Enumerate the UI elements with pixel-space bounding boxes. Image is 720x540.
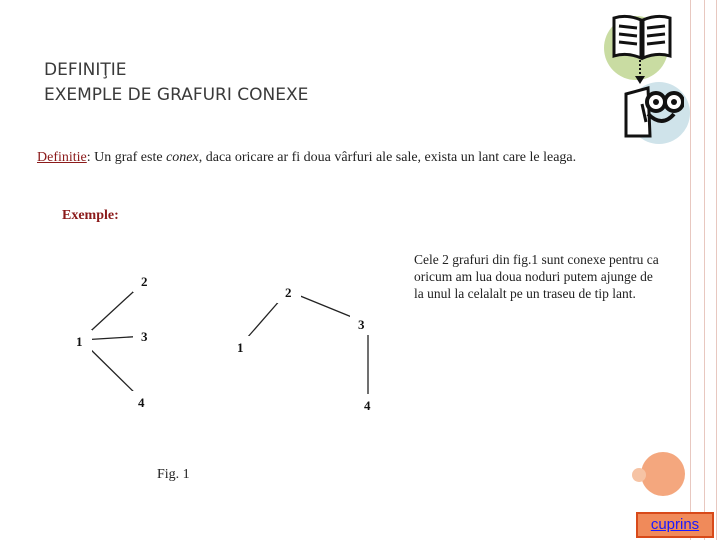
definition-term: conex [166,150,199,165]
graph2-node-1: 1 [237,340,244,355]
examples-label: Exemple: [62,208,119,223]
graph1-node-1: 1 [76,334,83,349]
graph2-node-2: 2 [285,285,292,300]
definition-part-2: , daca oricare ar fi doua vârfuri ale sale, exista un lant care le leaga. [198,150,577,165]
explanation-text: Cele 2 grafuri din fig.1 sunt conexe pentru ca oricum am lua doua noduri putem ajunge de la unul la celalalt pe un traseu de tip lant. [414,252,659,301]
graph1-node-4: 4 [138,395,145,410]
definition-part-1: : Un graf este [86,150,167,165]
definition-label: Definitie [37,150,87,165]
figure-caption: Fig. 1 [157,467,190,482]
title-line-1: DEFINIŢIE [44,60,127,80]
title-line-2: EXEMPLE DE GRAFURI CONEXE [44,85,309,105]
graph2-node-4: 4 [364,398,371,413]
graph1-node-3: 3 [141,329,148,344]
cuprins-button[interactable]: cuprins [636,512,714,538]
graph2-node-3: 3 [358,317,365,332]
graph1-node-2: 2 [141,274,148,289]
